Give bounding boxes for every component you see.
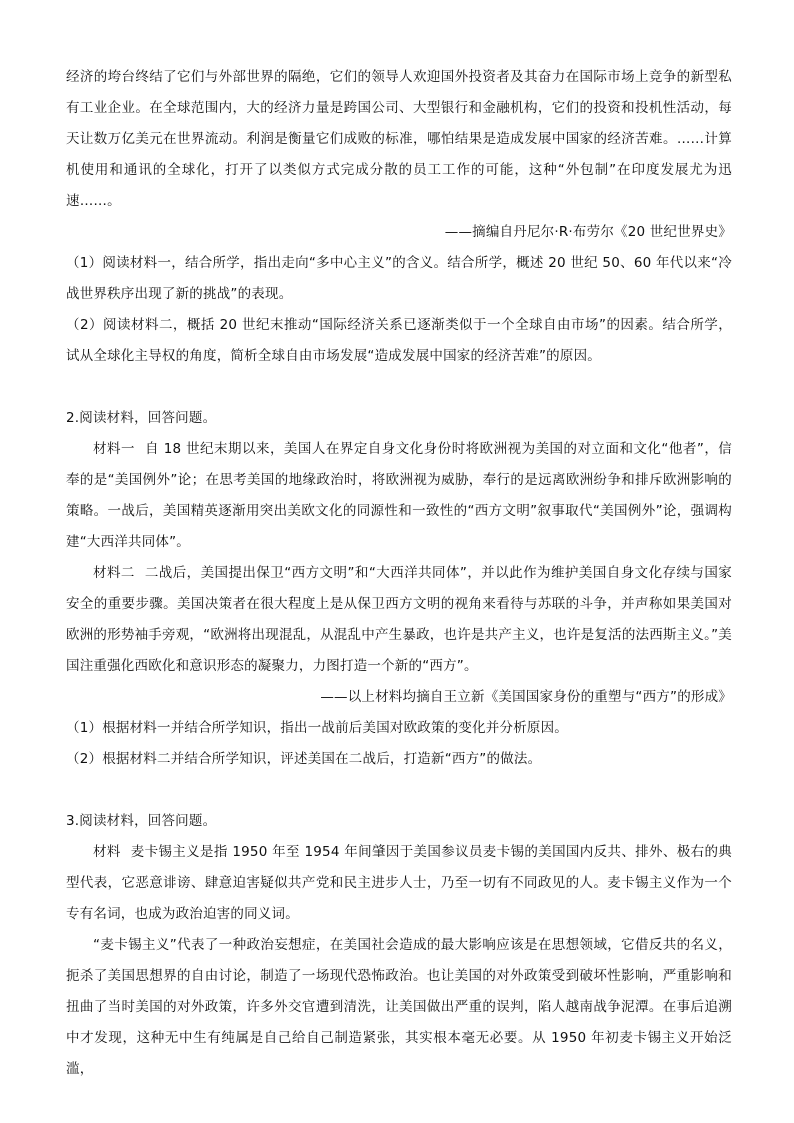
material-source: ——以上材料均摘自王立新《美国国家身份的重塑与“西方”的形成》 (320, 689, 732, 705)
question-1-2: （2）阅读材料二，概括 20 世纪末推动“国际经济关系已逐渐类似于一个全球自由市场”的因素。结合所学，试从全球化主导权的角度，简析全球自由市场发展“造成发展中国家的经济苦难”的原因。 (66, 317, 732, 364)
material-text: 自 18 世纪末期以来，美国人在界定自身文化身份时将欧洲视为美国的对立面和文化“他者”，信奉的是“美国例外”论；在思考美国的地缘政治时，将欧洲视为威胁，奉行的是远离欧洲纷争和排斥欧洲影响的策略。一战后，美国精英逐渐用突出美欧文化的同源性和一致性的“西方文明”叙事取代“美国例外”论，强调构建“大西洋共同体”。 (66, 441, 732, 550)
material-source: ——摘编自丹尼尔·R·布劳尔《20 世纪世界史》 (444, 224, 732, 240)
material-label: 材料一 (93, 441, 135, 457)
spacer (66, 372, 732, 403)
question-2-heading: 2.阅读材料，回答问题。 (66, 410, 217, 426)
material-text: 麦卡锡主义是指 1950 年至 1954 年间肇因于美国参议员麦卡锡的美国国内反共、排外、极右的典型代表，它恶意诽谤、肆意迫害疑似共产党和民主进步人士，乃至一切有不同政见的人。麦卡锡主义作为一个专有名词，也成为政治迫害的同义词。 (66, 844, 732, 922)
question-3-heading: 3.阅读材料，回答问题。 (66, 813, 217, 829)
material-3-paragraph-2: “麦卡锡主义”代表了一种政治妄想症，在美国社会造成的最大影响应该是在思想领域，它借反共的名义，扼杀了美国思想界的自由讨论，制造了一场现代恐怖政治。也让美国的对外政策受到破坏性影响，严重影响和扭曲了当时美国的对外政策，许多外交官遭到清洗，让美国做出严重的误判，陷人越南战争泥潭。在事后追溯中才发现，这种无中生有纯属是自己给自己制造紧张，其实根本毫无必要。从 1950 年初麦卡锡主义开始泛滥， (66, 937, 732, 1077)
material-text: 二战后，美国提出保卫“西方文明”和“大西洋共同体”，并以此作为维护美国自身文化存续与国家安全的重要步骤。美国决策者在很大程度上是从保卫西方文明的视角来看待与苏联的斗争，并声称如果美国对欧洲的形势袖手旁观，“欧洲将出现混乱，从混乱中产生暴政，也许是共产主义，也许是复活的法西斯主义。”美国注重强化西欧化和意识形态的凝聚力，力图打造一个新的“西方”。 (66, 565, 732, 674)
question-2-1: （1）根据材料一并结合所学知识，指出一战前后美国对欧政策的变化并分析原因。 (66, 720, 568, 736)
material-continuation: 经济的垮台终结了它们与外部世界的隔绝，它们的领导人欢迎国外投资者及其奋力在国际市场上竞争的新型私有工业企业。在全球范围内，大的经济力量是跨国公司、大型银行和金融机构，它们的投资和投机性活动，每天让数万亿美元在世界流动。利润是衡量它们成败的标准，哪怕结果是造成发展中国家的经济苦难。……计算机使用和通讯的全球化，打开了以类似方式完成分散的员工工作的可能，这种“外包制”在印度发展尤为迅速……。 (66, 69, 732, 209)
material-2-2 (66, 558, 732, 682)
spacer (66, 775, 732, 806)
document-page (66, 62, 732, 1085)
material-label: 材料 (93, 844, 121, 860)
material-2-1 (66, 434, 732, 558)
question-2-2: （2）根据材料二并结合所学知识，评述美国在二战后，打造新“西方”的做法。 (66, 751, 542, 767)
material-3 (66, 837, 732, 930)
question-1-1: （1）阅读材料一，结合所学，指出走向“多中心主义”的含义。结合所学，概述 20 世纪 50、60 年代以来“冷战世界秩序出现了新的挑战”的表现。 (66, 255, 732, 302)
material-label: 材料二 (93, 565, 135, 581)
